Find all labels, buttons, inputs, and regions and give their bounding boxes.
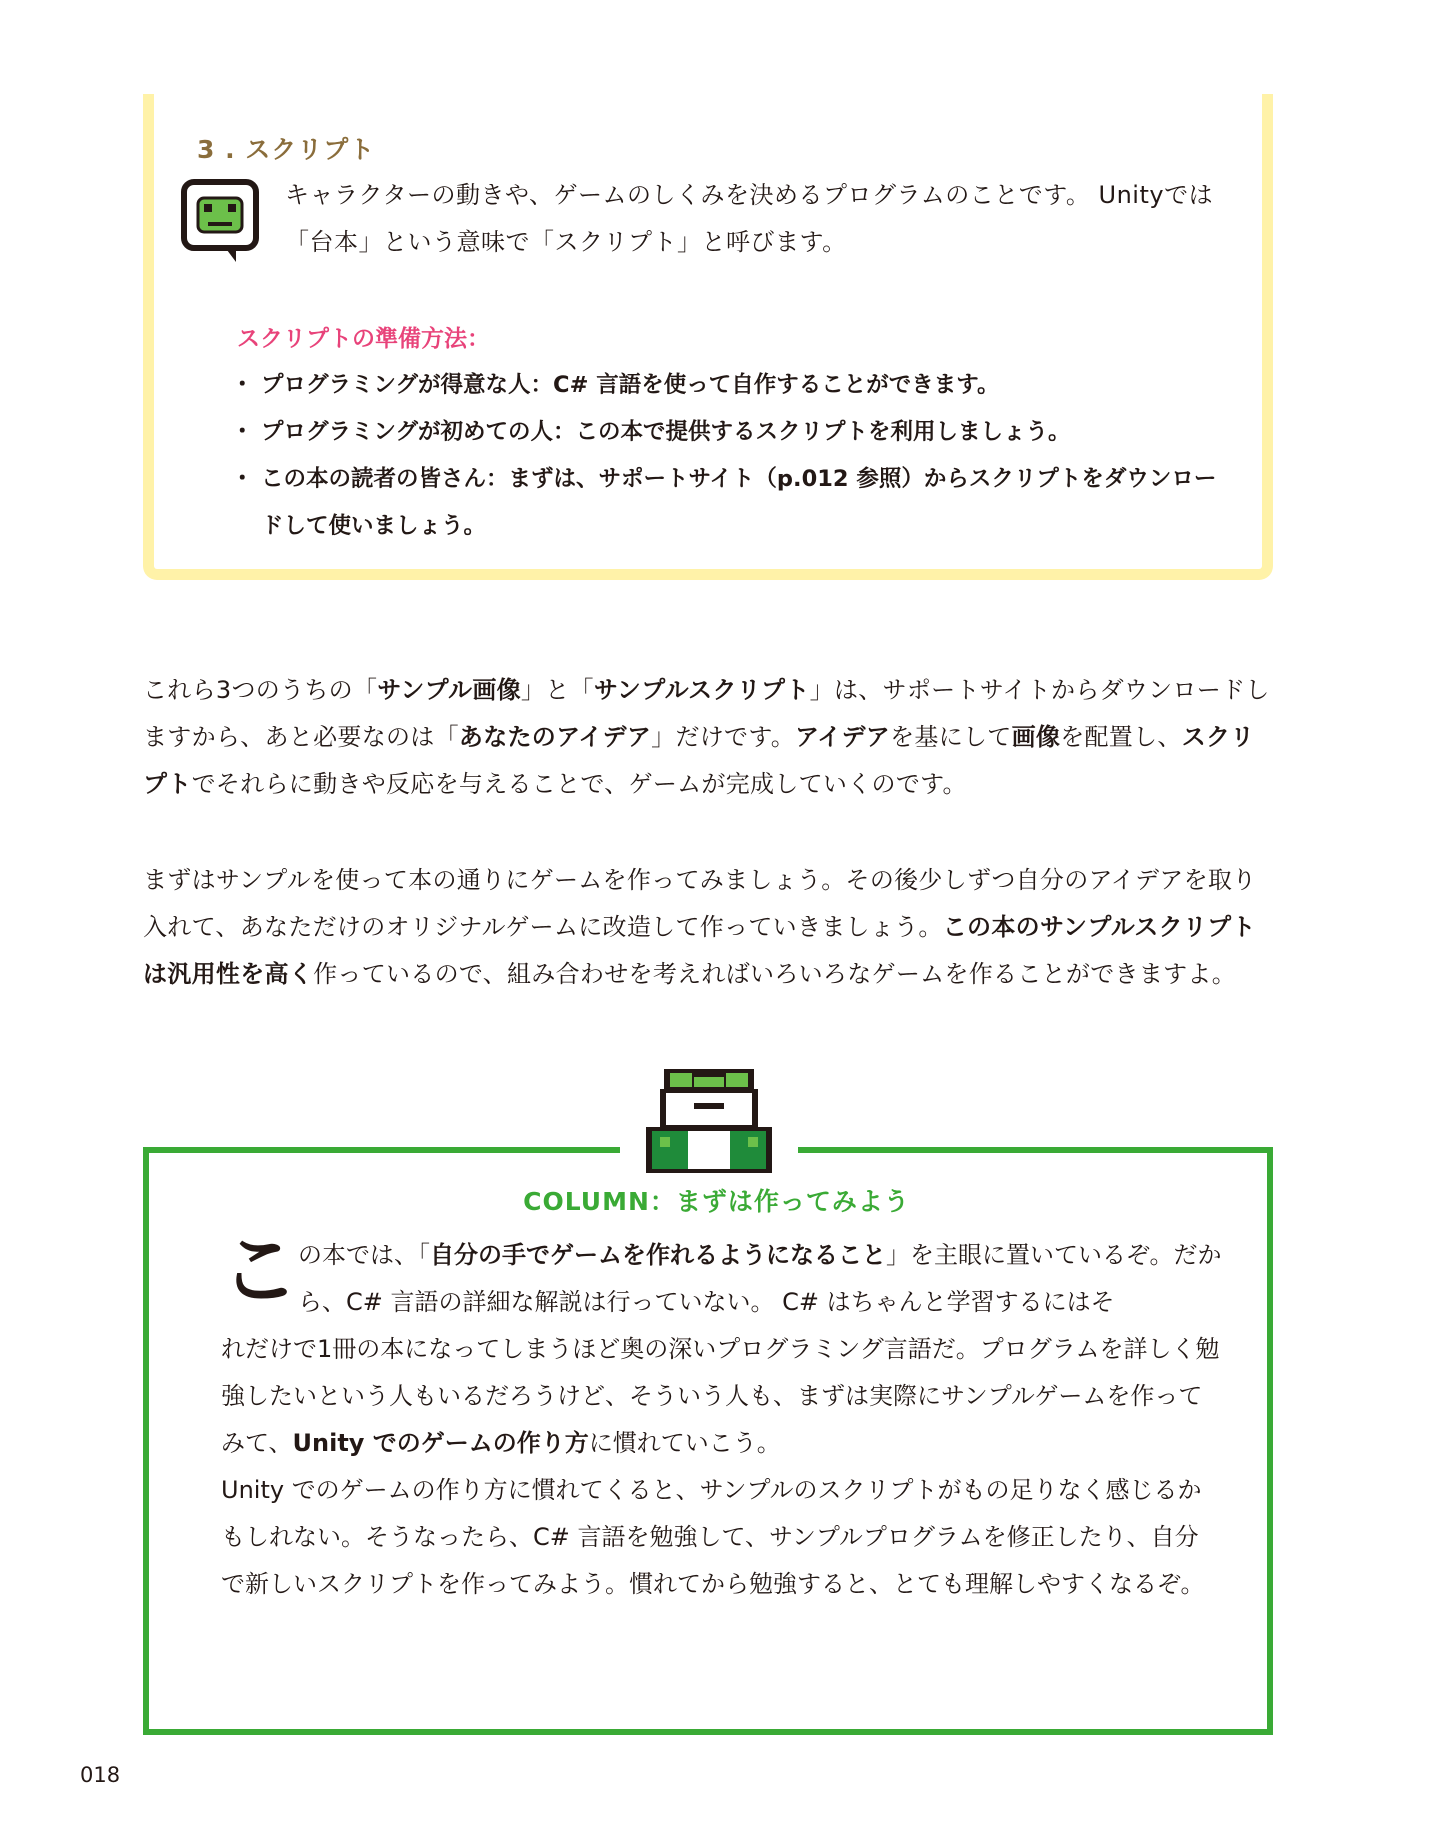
section-title: 3 . スクリプト [197,135,376,164]
list-item: ・ プログラミングが初めての人：この本で提供するスクリプトを利用しましょう。 [237,409,1227,456]
prep-list [237,362,1227,550]
page-number: 018 [80,1763,121,1787]
list-item: ・ プログラミングが得意な人：C# 言語を使って自作することができます。 [237,362,1227,409]
frog-mascot-icon [642,1065,776,1181]
frog-speech-bubble-icon [180,178,260,270]
list-item: ・ この本の読者の皆さん：まずは、サポートサイト（p.012 参照）からスクリプトをダウンロードして使いましょう。 [237,456,1227,550]
column-body: れだけで1冊の本になってしまうほど奥の深いプログラミング言語だ。プログラムを詳しく勉強したいという人もいるだろうけど、そういう人も、まずは実際にサンプルゲームを作ってみて、Unity でのゲームの作り方に慣れていこう。 Unity でのゲームの作り方に慣れてくると、サンプルのスクリプトがもの足りなく感じるかもしれない。そうなったら、C# 言語を勉強して、サンプルプログラムを修正したり、自分で新しいスクリプトを作ってみよう。慣れてから勉強すると、とても理解しやすくなるぞ。 [221,1335,1220,1598]
column-title: COLUMN：まずは作ってみよう [523,1187,910,1216]
prep-title: スクリプトの準備方法： [237,326,490,352]
column-first-lines: の本では、「自分の手でゲームを作れるようになること」を主眼に置いているぞ。だから、C# 言語の詳細な解説は行っていない。 C# はちゃんと学習するにはそ [298,1241,1222,1316]
section-body: キャラクターの動きや、ゲームのしくみを決めるプログラムのことです。 Unityでは「台本」という意味で「スクリプト」と呼びます。 [285,181,1214,256]
main-paragraph-1: これら3つのうちの「サンプル画像」と「サンプルスクリプト」は、サポートサイトからダウンロードしますから、あと必要なのは「あなたのアイデア」だけです。アイデアを基にして画像を配置し、スクリプトでそれらに動きや反応を与えることで、ゲームが完成していくのです。 [143,676,1270,798]
main-paragraph-2: まずはサンプルを使って本の通りにゲームを作ってみましょう。その後少しずつ自分のアイデアを取り入れて、あなただけのオリジナルゲームに改造して作っていきましょう。この本のサンプルスクリプトは汎用性を高く作っているので、組み合わせを考えればいろいろなゲームを作ることができますよ。 [143,866,1257,988]
dropcap: こ [221,1226,300,1316]
